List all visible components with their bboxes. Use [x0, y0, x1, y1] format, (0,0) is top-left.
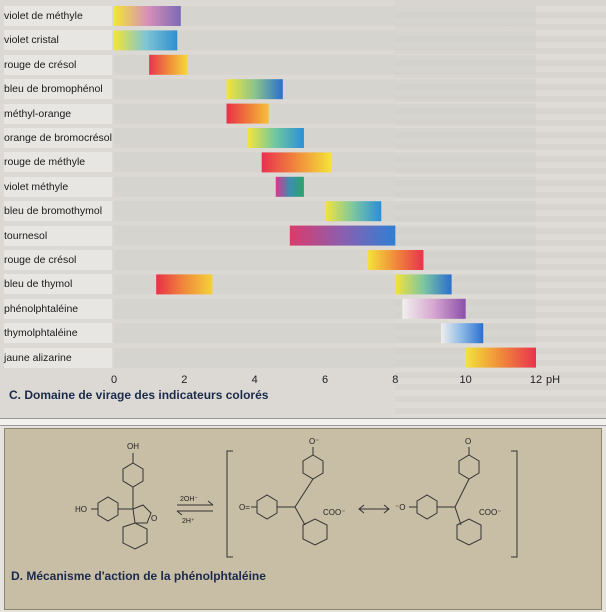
grid-row — [114, 177, 536, 197]
ph-tick-label: 2 — [181, 374, 188, 386]
indicator-label: tournesol — [4, 226, 112, 246]
indicator-label: rouge de crésol — [4, 55, 112, 75]
phenolphthalein-mechanism-diagram — [5, 429, 601, 564]
indicator-range-bar — [149, 55, 188, 75]
ph-tick-label: 0 — [110, 374, 118, 386]
ph-tick-label: 8 — [392, 374, 399, 386]
quinone-ring-1 — [257, 495, 277, 519]
ph-tick-label: 4 — [251, 374, 258, 386]
benzo-ring — [123, 523, 147, 549]
carboxylate-ring-1 — [303, 519, 327, 545]
chart-title: C. Domaine de virage des indicateurs colorés — [9, 388, 269, 402]
indicator-label: violet de méthyle — [4, 6, 112, 26]
quinone-ring-2 — [459, 455, 479, 479]
indicator-label: jaune alizarine — [4, 348, 112, 368]
indicator-label: bleu de thymol — [4, 274, 112, 294]
indicator-range-bar — [262, 152, 332, 172]
indicator-range-bar — [325, 201, 381, 221]
indicator-range-bar — [248, 128, 304, 148]
label-quinone-o-top: O — [465, 437, 472, 446]
indicator-label: bleu de bromophénol — [4, 79, 112, 99]
indicator-range-bar — [276, 177, 304, 197]
grid-row — [114, 128, 536, 148]
ph-tick-label: 12 — [529, 374, 543, 386]
ph-tick-label: 10 — [459, 374, 472, 386]
label-ho: HO — [75, 505, 87, 514]
grid-row — [114, 79, 536, 99]
axis-unit-label: pH — [546, 374, 561, 386]
indicator-range-bar — [114, 6, 181, 26]
indicator-range-bar — [290, 226, 396, 246]
label-phenoxide-o: O⁻ — [309, 437, 320, 446]
grid-row — [114, 250, 536, 270]
indicator-label: violet cristal — [4, 30, 112, 50]
indicator-range-bar — [114, 30, 177, 50]
indicator-range-bar — [441, 323, 483, 343]
grid-row — [114, 299, 536, 319]
indicator-label: orange de bromocrésol — [4, 128, 112, 148]
phenol-ring-left — [98, 497, 118, 521]
indicator-label: méthyl-orange — [4, 104, 112, 124]
indicator-label: phénolphtaléine — [4, 299, 112, 319]
phenol-ring-top — [123, 463, 143, 487]
indicator-range-bar — [367, 250, 423, 270]
indicator-label: violet méthyle — [4, 177, 112, 197]
mechanism-section — [4, 428, 602, 610]
indicator-range-bar — [227, 79, 283, 99]
indicator-label: rouge de méthyle — [4, 152, 112, 172]
indicator-range-bar — [395, 274, 451, 294]
phenoxide-ring-1 — [303, 455, 323, 479]
indicator-label: bleu de bromothymol — [4, 201, 112, 221]
label-quinone-o: O= — [239, 503, 250, 512]
indicator-range-bar — [227, 104, 269, 124]
label-oh: OH — [127, 442, 139, 451]
label-carbonyl-o: O — [151, 514, 158, 523]
label-phenoxide-o-left: ⁻O — [395, 503, 406, 512]
section-divider — [0, 418, 606, 426]
indicator-label: thymolphtaléine — [4, 323, 112, 343]
label-forward-reagent: 2OH⁻ — [180, 496, 199, 503]
label-carboxylate-2: COO⁻ — [479, 508, 502, 517]
phenoxide-ring-2 — [417, 495, 437, 519]
indicator-range-bar — [156, 274, 212, 294]
indicator-range-bar — [402, 299, 465, 319]
label-carboxylate-1: COO⁻ — [323, 508, 346, 517]
lactone-ring — [133, 505, 151, 523]
grid-row — [114, 104, 536, 124]
indicator-range-bar — [466, 348, 536, 368]
label-backward-reagent: 2H⁺ — [182, 518, 195, 525]
indicator-label: rouge de crésol — [4, 250, 112, 270]
mechanism-title: D. Mécanisme d'action de la phénolphtaléine — [11, 569, 266, 583]
ph-tick-label: 6 — [321, 374, 329, 386]
